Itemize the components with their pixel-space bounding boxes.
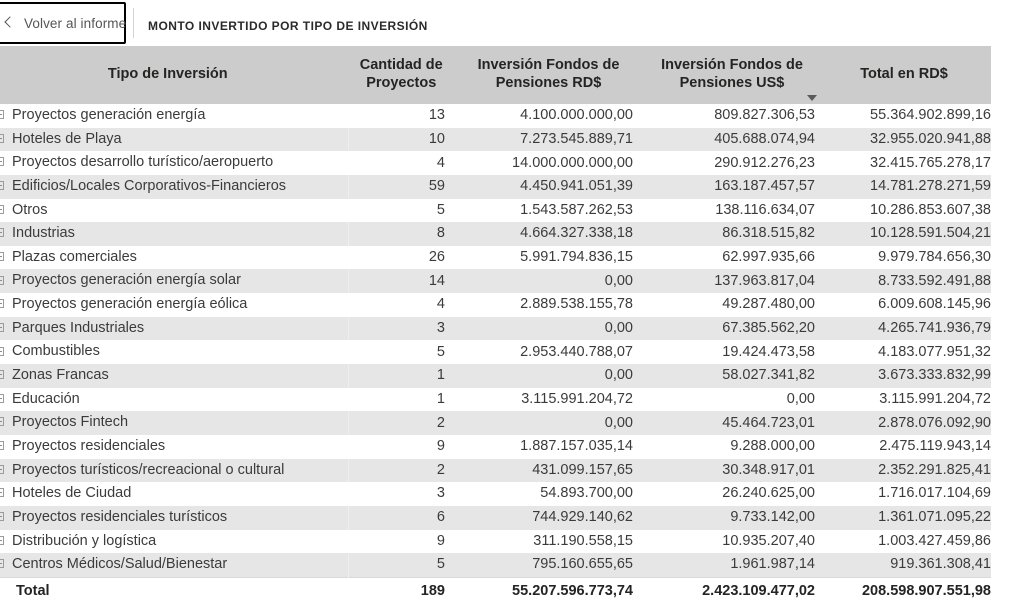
row-investment-us-cell: 30.348.917,01 bbox=[643, 459, 825, 483]
row-investment-us-cell: 809.827.306,53 bbox=[714, 107, 815, 124]
expand-plus-icon[interactable] bbox=[0, 559, 4, 568]
row-investment-us-cell: 67.385.562,20 bbox=[643, 317, 825, 341]
row-category-cell[interactable] bbox=[0, 246, 348, 270]
row-total-rd-cell: 2.352.291.825,41 bbox=[825, 459, 991, 483]
row-category-label: Proyectos desarrollo turístico/aeropuerto bbox=[12, 154, 274, 171]
table-body bbox=[0, 104, 991, 577]
row-total-rd-cell: 32.415.765.278,17 bbox=[870, 154, 991, 171]
row-category-label: Hoteles de Ciudad bbox=[12, 485, 132, 502]
row-count-cell: 5 bbox=[436, 201, 445, 218]
row-category-cell[interactable] bbox=[0, 104, 348, 128]
row-category-label: Proyectos residenciales bbox=[12, 437, 166, 454]
back-to-report-button[interactable] bbox=[0, 2, 126, 44]
row-total-rd-cell: 4.265.741.936,79 bbox=[825, 317, 991, 341]
table-header-row bbox=[0, 46, 991, 104]
row-investment-us-cell: 58.027.341,82 bbox=[643, 364, 825, 388]
table-row[interactable] bbox=[0, 128, 991, 152]
row-investment-us-cell: 86.318.515,82 bbox=[643, 222, 825, 246]
row-category-cell[interactable] bbox=[0, 482, 348, 506]
row-count-cell: 5 bbox=[436, 343, 445, 360]
row-investment-us-cell: 9.733.142,00 bbox=[643, 506, 825, 530]
table-row[interactable] bbox=[0, 411, 991, 435]
row-investment-rd-cell: 7.273.545.889,71 bbox=[458, 128, 643, 152]
row-investment-rd-cell: 431.099.157,65 bbox=[458, 459, 643, 483]
row-category-cell[interactable] bbox=[0, 175, 348, 199]
row-investment-us-cell: 62.997.935,66 bbox=[722, 249, 815, 266]
row-total-rd-cell: 1.003.427.459,86 bbox=[878, 532, 991, 549]
expand-plus-icon[interactable] bbox=[0, 323, 4, 332]
row-investment-rd-cell: 4.664.327.338,18 bbox=[458, 222, 643, 246]
row-count-cell: 2 bbox=[348, 411, 458, 435]
row-total-rd-cell: 3.673.333.832,99 bbox=[825, 364, 991, 388]
table-row[interactable] bbox=[0, 388, 991, 412]
row-count-cell: 26 bbox=[428, 249, 445, 266]
row-category-label: Plazas comerciales bbox=[12, 248, 137, 265]
row-total-rd-cell: 8.733.592.491,88 bbox=[825, 269, 991, 293]
row-investment-rd-cell: 0,00 bbox=[458, 411, 643, 435]
table-row[interactable] bbox=[0, 199, 991, 223]
row-count-cell: 2 bbox=[348, 459, 458, 483]
row-investment-us-cell: 0,00 bbox=[786, 390, 815, 407]
visual-title: MONTO INVERTIDO POR TIPO DE INVERSIÓN bbox=[148, 19, 428, 33]
total-row bbox=[0, 577, 991, 604]
table-row[interactable] bbox=[0, 340, 991, 364]
column-header-cantidad-de-proyectos[interactable]: Cantidad de Proyectos bbox=[348, 46, 458, 104]
row-category-label: Zonas Francas bbox=[12, 367, 109, 384]
row-category-cell[interactable] bbox=[0, 388, 348, 412]
row-investment-us-cell: 1.961.987,14 bbox=[643, 553, 825, 577]
row-investment-us-cell: 19.424.473,58 bbox=[722, 343, 815, 360]
row-category-label: Distribución y logística bbox=[12, 532, 157, 549]
row-total-rd-cell: 1.361.071.095,22 bbox=[825, 506, 991, 530]
row-category-label: Combustibles bbox=[12, 343, 100, 360]
row-investment-rd-cell: 5.991.794.836,15 bbox=[520, 249, 633, 266]
total-row-label: Total bbox=[0, 577, 348, 604]
row-category-cell[interactable] bbox=[0, 317, 348, 341]
row-count-cell: 10 bbox=[348, 128, 458, 152]
row-investment-us-cell: 290.912.276,23 bbox=[714, 154, 815, 171]
expand-plus-icon[interactable] bbox=[0, 205, 4, 214]
row-investment-rd-cell: 0,00 bbox=[458, 269, 643, 293]
column-header-tipo-de-inversion[interactable]: Tipo de Inversión bbox=[0, 46, 348, 104]
column-header-total-en-rd[interactable]: Total en RD$ bbox=[825, 46, 991, 104]
matrix-visual bbox=[0, 46, 991, 604]
row-category-cell[interactable] bbox=[0, 459, 348, 483]
row-category-cell[interactable] bbox=[0, 269, 348, 293]
row-category-label: Edificios/Locales Corporativos-Financieros bbox=[12, 177, 287, 194]
row-investment-rd-cell: 3.115.991.204,72 bbox=[521, 390, 633, 407]
row-category-cell[interactable] bbox=[0, 199, 348, 223]
table-row[interactable] bbox=[0, 151, 991, 175]
column-header-inversion-fondos-pensiones-us-label: Inversión Fondos de Pensiones US$ bbox=[661, 57, 803, 91]
expand-plus-icon[interactable] bbox=[0, 110, 4, 119]
row-category-cell[interactable] bbox=[0, 293, 348, 317]
row-category-cell[interactable] bbox=[0, 553, 348, 577]
row-total-rd-cell: 10.286.853.607,38 bbox=[870, 201, 991, 218]
row-category-label: Otros bbox=[12, 201, 48, 218]
expand-plus-icon[interactable] bbox=[0, 347, 4, 356]
expand-plus-icon[interactable] bbox=[0, 370, 4, 379]
row-category-label: Proyectos generación energía solar bbox=[12, 272, 241, 289]
table-row[interactable] bbox=[0, 435, 991, 459]
row-category-cell[interactable] bbox=[0, 435, 348, 459]
row-count-cell: 8 bbox=[348, 222, 458, 246]
row-count-cell: 13 bbox=[428, 107, 445, 124]
row-count-cell: 4 bbox=[436, 154, 445, 171]
chevron-left-icon bbox=[4, 15, 14, 31]
table-row[interactable] bbox=[0, 269, 991, 293]
column-header-inversion-fondos-pensiones-rd[interactable]: Inversión Fondos de Pensiones RD$ bbox=[458, 46, 643, 104]
row-investment-rd-cell: 4.100.000.000,00 bbox=[520, 107, 633, 124]
expand-plus-icon[interactable] bbox=[0, 536, 4, 545]
row-count-cell: 4 bbox=[436, 296, 445, 313]
row-investment-rd-cell: 4.450.941.051,39 bbox=[458, 175, 643, 199]
expand-plus-icon[interactable] bbox=[0, 134, 4, 143]
table-row[interactable] bbox=[0, 246, 991, 270]
expand-plus-icon[interactable] bbox=[0, 276, 4, 285]
report-topbar bbox=[0, 0, 1011, 46]
row-category-label: Proyectos generación energía bbox=[12, 107, 206, 123]
table-row[interactable] bbox=[0, 222, 991, 246]
expand-plus-icon[interactable] bbox=[0, 394, 4, 403]
row-investment-rd-cell: 795.160.655,65 bbox=[458, 553, 643, 577]
row-investment-rd-cell: 1.887.157.035,14 bbox=[520, 438, 633, 455]
expand-plus-icon[interactable] bbox=[0, 512, 4, 521]
row-total-rd-cell: 2.878.076.092,90 bbox=[825, 411, 991, 435]
row-investment-us-cell: 9.288.000,00 bbox=[730, 438, 815, 455]
row-investment-us-cell: 405.688.074,94 bbox=[643, 128, 825, 152]
row-investment-rd-cell: 2.953.440.788,07 bbox=[520, 343, 633, 360]
row-total-rd-cell: 32.955.020.941,88 bbox=[825, 128, 991, 152]
row-count-cell: 9 bbox=[436, 532, 445, 549]
row-total-rd-cell: 919.361.308,41 bbox=[825, 553, 991, 577]
row-category-label: Centros Médicos/Salud/Bienestar bbox=[12, 556, 228, 573]
row-category-cell[interactable] bbox=[0, 506, 348, 530]
row-investment-us-cell: 49.287.480,00 bbox=[722, 296, 815, 313]
table-row[interactable] bbox=[0, 553, 991, 577]
row-category-cell[interactable] bbox=[0, 151, 348, 175]
row-investment-us-cell: 137.963.817,04 bbox=[643, 269, 825, 293]
table-row[interactable] bbox=[0, 530, 991, 554]
row-category-label: Proyectos generación energía eólica bbox=[12, 296, 248, 313]
row-investment-rd-cell: 744.929.140,62 bbox=[458, 506, 643, 530]
row-count-cell: 9 bbox=[436, 438, 445, 455]
row-total-rd-cell: 10.128.591.504,21 bbox=[825, 222, 991, 246]
row-category-label: Proyectos turísticos/recreacional o cultural bbox=[12, 461, 285, 478]
row-total-rd-cell: 3.115.991.204,72 bbox=[879, 390, 991, 407]
row-investment-us-cell: 26.240.625,00 bbox=[722, 485, 815, 502]
row-count-cell: 14 bbox=[348, 269, 458, 293]
table-row[interactable] bbox=[0, 459, 991, 483]
expand-plus-icon[interactable] bbox=[0, 441, 4, 450]
column-header-inversion-fondos-pensiones-us[interactable] bbox=[643, 46, 825, 104]
table-row[interactable] bbox=[0, 364, 991, 388]
row-investment-rd-cell: 1.543.587.262,53 bbox=[520, 201, 633, 218]
row-investment-us-cell: 163.187.457,57 bbox=[643, 175, 825, 199]
row-total-rd-cell: 9.979.784.656,30 bbox=[878, 249, 991, 266]
row-investment-rd-cell: 0,00 bbox=[458, 364, 643, 388]
sort-descending-caret-icon[interactable] bbox=[807, 95, 817, 101]
total-row-count: 189 bbox=[348, 577, 458, 604]
row-category-label: Industrias bbox=[12, 225, 75, 242]
row-count-cell: 1 bbox=[436, 390, 445, 407]
row-count-cell: 5 bbox=[348, 553, 458, 577]
row-investment-rd-cell: 311.190.558,15 bbox=[533, 532, 633, 549]
expand-plus-icon[interactable] bbox=[0, 228, 4, 237]
row-investment-us-cell: 45.464.723,01 bbox=[643, 411, 825, 435]
row-investment-us-cell: 10.935.207,40 bbox=[722, 532, 815, 549]
table-row[interactable] bbox=[0, 104, 991, 128]
row-category-label: Proyectos Fintech bbox=[12, 414, 129, 431]
expand-plus-icon[interactable] bbox=[0, 488, 4, 497]
expand-plus-icon[interactable] bbox=[0, 181, 4, 190]
row-category-cell[interactable] bbox=[0, 222, 348, 246]
row-category-label: Parques Industriales bbox=[12, 319, 145, 336]
table-row[interactable] bbox=[0, 317, 991, 341]
row-count-cell: 3 bbox=[436, 485, 445, 502]
row-investment-rd-cell: 54.893.700,00 bbox=[540, 485, 633, 502]
table-footer bbox=[0, 577, 991, 604]
table-header bbox=[0, 46, 991, 104]
back-to-report-label: Volver al informe bbox=[24, 15, 127, 31]
row-category-label: Hoteles de Playa bbox=[12, 130, 122, 147]
expand-plus-icon[interactable] bbox=[0, 157, 4, 166]
table-row[interactable] bbox=[0, 482, 991, 506]
row-investment-rd-cell: 0,00 bbox=[458, 317, 643, 341]
expand-plus-icon[interactable] bbox=[0, 252, 4, 261]
row-category-cell[interactable] bbox=[0, 411, 348, 435]
table-row[interactable] bbox=[0, 175, 991, 199]
row-investment-us-cell: 138.116.634,07 bbox=[715, 201, 815, 218]
investment-matrix-table bbox=[0, 46, 991, 604]
row-category-cell[interactable] bbox=[0, 364, 348, 388]
row-count-cell: 1 bbox=[348, 364, 458, 388]
row-total-rd-cell: 55.364.902.899,16 bbox=[870, 107, 991, 124]
total-row-us: 2.423.109.477,02 bbox=[643, 577, 825, 604]
row-category-cell[interactable] bbox=[0, 530, 348, 554]
row-total-rd-cell: 1.716.017.104,69 bbox=[878, 485, 991, 502]
row-total-rd-cell: 14.781.278.271,59 bbox=[825, 175, 991, 199]
expand-plus-icon[interactable] bbox=[0, 299, 4, 308]
row-total-rd-cell: 4.183.077.951,32 bbox=[878, 343, 991, 360]
row-category-cell[interactable] bbox=[0, 128, 348, 152]
row-count-cell: 3 bbox=[348, 317, 458, 341]
row-category-label: Proyectos residenciales turísticos bbox=[12, 508, 228, 525]
total-row-rd: 55.207.596.773,74 bbox=[458, 577, 643, 604]
row-category-cell[interactable] bbox=[0, 340, 348, 364]
row-investment-rd-cell: 2.889.538.155,78 bbox=[520, 296, 633, 313]
table-row[interactable] bbox=[0, 506, 991, 530]
row-category-label: Educación bbox=[12, 390, 80, 407]
expand-plus-icon[interactable] bbox=[0, 465, 4, 474]
table-row[interactable] bbox=[0, 293, 991, 317]
row-total-rd-cell: 2.475.119.943,14 bbox=[879, 438, 991, 455]
row-total-rd-cell: 6.009.608.145,96 bbox=[878, 296, 991, 313]
row-count-cell: 59 bbox=[348, 175, 458, 199]
expand-plus-icon[interactable] bbox=[0, 417, 4, 426]
total-row-total: 208.598.907.551,98 bbox=[825, 577, 991, 604]
row-investment-rd-cell: 14.000.000.000,00 bbox=[512, 154, 633, 171]
topbar-divider bbox=[133, 8, 134, 38]
row-count-cell: 6 bbox=[348, 506, 458, 530]
